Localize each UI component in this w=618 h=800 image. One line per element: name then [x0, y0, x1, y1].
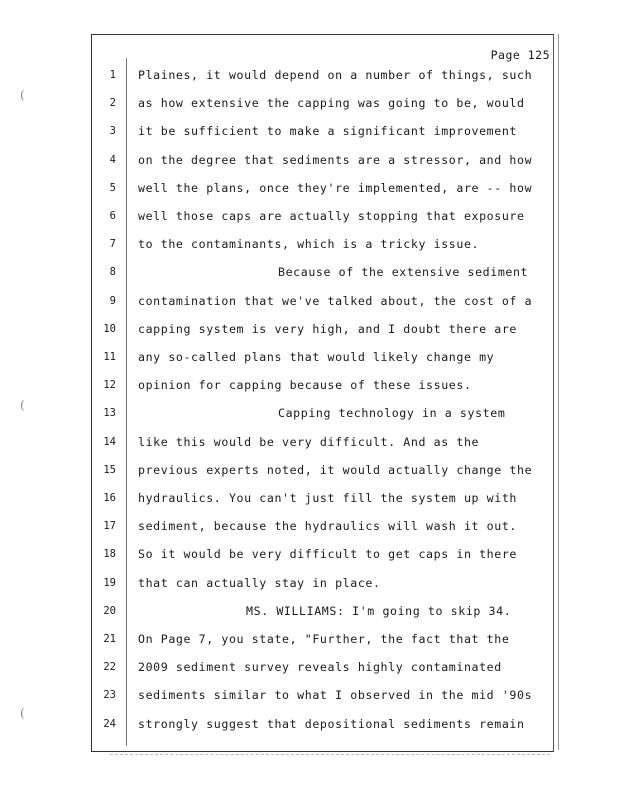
line-text: capping system is very high, and I doubt there are	[138, 321, 518, 336]
transcript-line	[96, 179, 548, 197]
line-text: strongly suggest that depositional sediments remain	[138, 716, 525, 731]
line-text: contamination that we've talked about, the cost of a	[138, 293, 533, 308]
line-text: sediments similar to what I observed in the mid '90s	[138, 688, 533, 703]
line-number: 6	[109, 210, 116, 222]
line-number: 10	[103, 322, 116, 335]
line-text: Capping technology in a system	[278, 406, 506, 421]
line-number: 8	[109, 266, 116, 279]
line-number: 20	[103, 604, 116, 617]
line-number: 9	[109, 294, 116, 307]
transcript-line	[96, 263, 548, 281]
transcript-line	[96, 433, 548, 451]
line-text: as how extensive the capping was going to be, would	[138, 96, 525, 111]
line-text: opinion for capping because of these issues.	[138, 378, 472, 393]
line-number: 4	[109, 153, 116, 166]
line-number: 19	[103, 576, 116, 589]
line-number: 22	[103, 661, 116, 674]
transcript-line	[96, 320, 548, 338]
line-number: 11	[103, 351, 116, 363]
transcript-line	[96, 207, 548, 225]
transcript-line	[96, 461, 548, 479]
transcript-line	[96, 292, 548, 310]
line-number: 13	[103, 407, 116, 420]
transcript-line	[96, 122, 548, 140]
bottom-scan-edge	[110, 754, 550, 755]
line-text: that can actually stay in place.	[138, 575, 381, 590]
transcript-line	[96, 574, 548, 592]
transcript-line	[96, 489, 548, 507]
line-number: 1	[109, 69, 116, 81]
line-number: 21	[103, 633, 116, 645]
line-number: 24	[103, 717, 116, 730]
transcript-line	[96, 602, 548, 620]
line-text: Because of the extensive sediment	[278, 265, 529, 280]
transcript-line	[96, 715, 548, 733]
line-number: 16	[103, 492, 116, 504]
line-text: MS. WILLIAMS: I'm going to skip 34.	[246, 603, 512, 618]
transcript-line	[96, 630, 548, 648]
transcript-line	[96, 658, 548, 676]
line-number: 5	[109, 181, 116, 194]
line-text: it be sufficient to make a significant improvement	[138, 124, 518, 139]
line-text: any so-called plans that would likely change my	[138, 350, 495, 364]
line-text: sediment, because the hydraulics will wash it out.	[138, 519, 518, 534]
transcript-line	[96, 348, 548, 366]
line-text: Plaines, it would depend on a number of things, such	[138, 68, 533, 82]
line-number: 12	[103, 379, 116, 392]
transcript-line	[96, 94, 548, 112]
line-text: On Page 7, you state, "Further, the fact that the	[138, 632, 510, 646]
transcript-line	[96, 686, 548, 704]
transcript-line	[96, 376, 548, 394]
line-number: 15	[103, 463, 116, 476]
line-text: to the contaminants, which is a tricky issue.	[138, 237, 480, 252]
line-number: 14	[103, 435, 116, 448]
line-text: like this would be very difficult. And as the	[138, 434, 480, 449]
line-number: 2	[109, 97, 116, 110]
hole-punch-mark-middle: (	[20, 398, 25, 412]
line-text: previous experts noted, it would actually change the	[138, 462, 533, 477]
line-number: 18	[103, 548, 116, 561]
line-text: on the degree that sediments are a stressor, and how	[138, 152, 533, 167]
line-number: 7	[109, 238, 116, 251]
right-margin-rule	[558, 34, 559, 750]
line-text: hydraulics. You can't just fill the system up with	[138, 491, 518, 505]
line-text: well the plans, once they're implemented, are -- how	[138, 180, 533, 195]
line-text: 2009 sediment survey reveals highly contaminated	[138, 660, 502, 675]
page-number: Page 125	[490, 48, 550, 62]
transcript-line	[96, 66, 548, 84]
line-number: 23	[103, 689, 116, 702]
transcript-line	[96, 151, 548, 169]
hole-punch-mark-bottom: (	[20, 706, 25, 720]
line-text: well those caps are actually stopping that exposure	[138, 209, 525, 223]
line-text: So it would be very difficult to get caps in there	[138, 547, 518, 562]
line-number: 17	[103, 520, 116, 533]
hole-punch-mark-top: (	[20, 88, 25, 102]
transcript-line	[96, 235, 548, 253]
transcript-line	[96, 517, 548, 535]
transcript-line	[96, 545, 548, 563]
transcript-line	[96, 404, 548, 422]
line-number: 3	[109, 125, 116, 138]
